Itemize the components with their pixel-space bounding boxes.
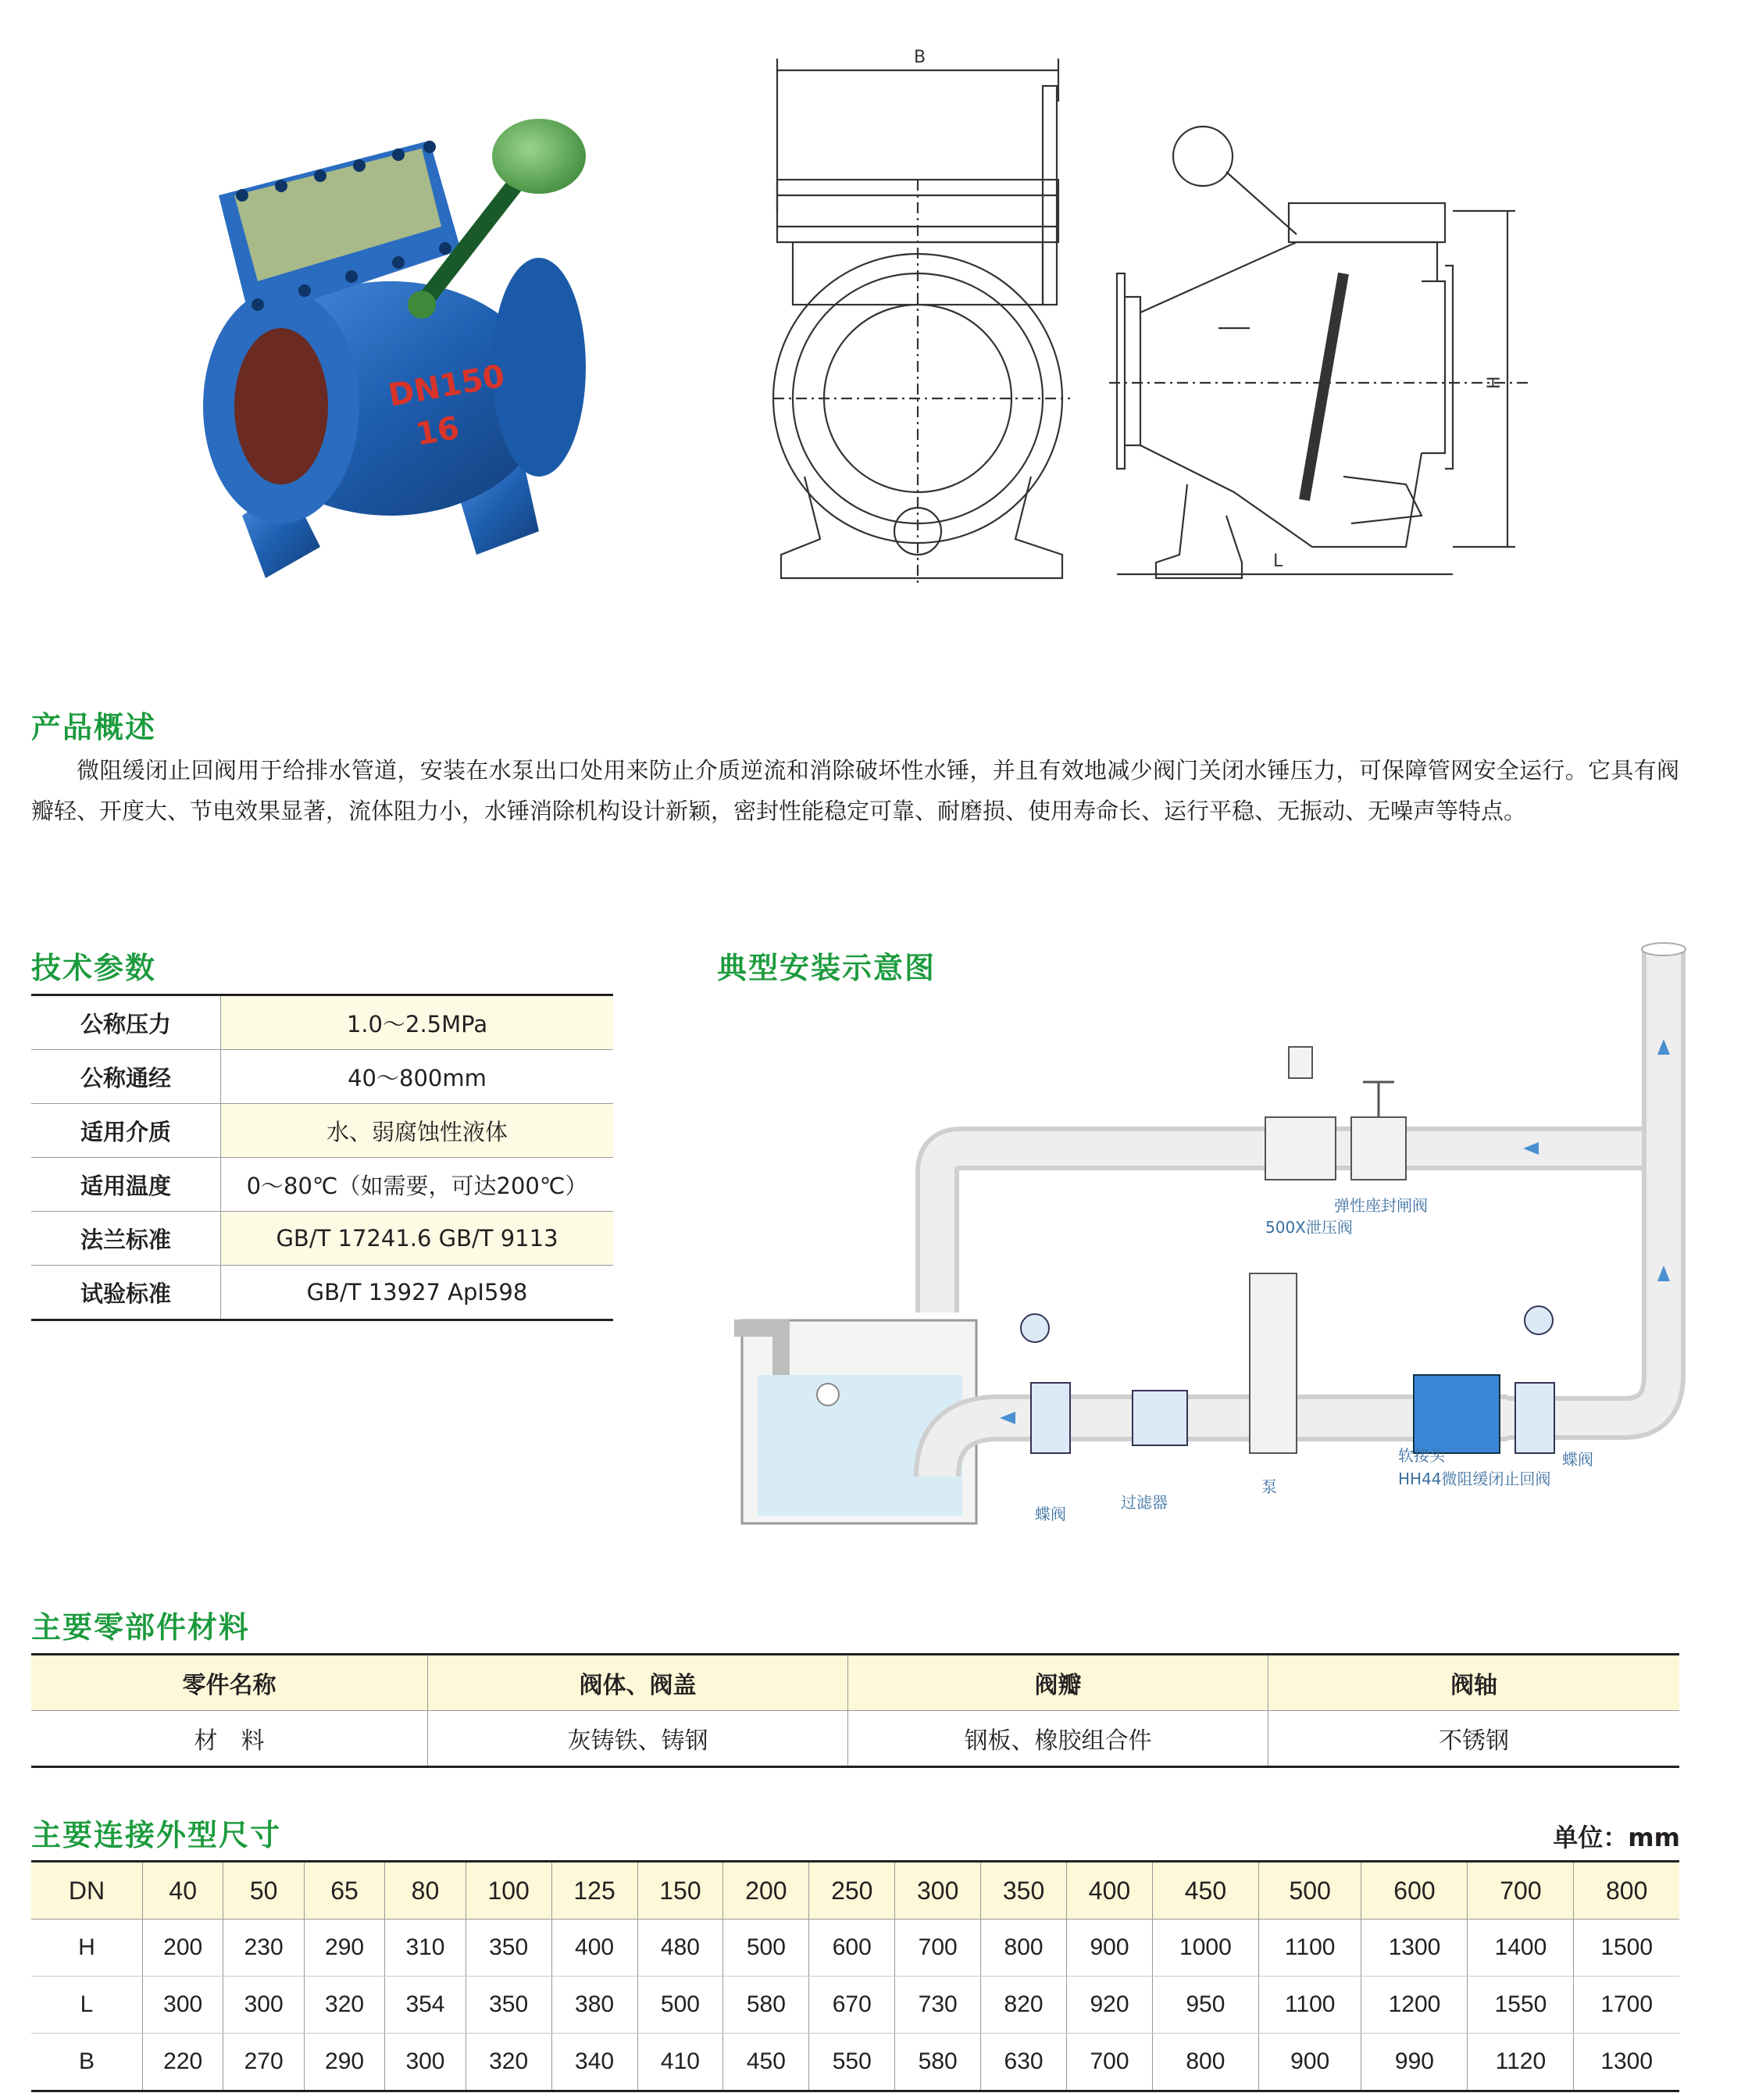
spec-value: 1.0～2.5MPa xyxy=(221,995,614,1050)
table-cell: 920 xyxy=(1067,1977,1153,2034)
overview-title: 产品概述 xyxy=(31,710,157,745)
table-cell: 700 xyxy=(1067,2034,1153,2091)
label-pump: 泵 xyxy=(1261,1477,1277,1496)
header-cell: 40 xyxy=(143,1862,223,1920)
table-cell: 270 xyxy=(223,2034,304,2091)
table-cell: 600 xyxy=(809,1920,895,1977)
table-cell: 480 xyxy=(637,1920,723,1977)
table-cell: 800 xyxy=(981,1920,1067,1977)
table-cell: 1000 xyxy=(1152,1920,1258,1977)
table-header-row xyxy=(31,1862,1679,1920)
table-row xyxy=(31,1212,613,1266)
table-cell: 320 xyxy=(304,1977,384,2034)
table-row xyxy=(31,1977,1679,2034)
table-cell: 500 xyxy=(723,1920,809,1977)
spec-value: 水、弱腐蚀性液体 xyxy=(221,1104,614,1158)
header-cell: 400 xyxy=(1067,1862,1153,1920)
header-cell: 零件名称 xyxy=(31,1655,428,1711)
dimensions-title: 主要连接外型尺寸 xyxy=(31,1818,282,1852)
header-cell: 150 xyxy=(637,1862,723,1920)
table-cell: 350 xyxy=(466,1977,551,2034)
table-cell: 730 xyxy=(895,1977,981,2034)
spec-label: 试验标准 xyxy=(31,1266,221,1320)
label-butterfly-left: 蝶阀 xyxy=(1035,1505,1066,1523)
dim-l-label: L xyxy=(1273,552,1283,571)
table-cell: 380 xyxy=(551,1977,637,2034)
table-row xyxy=(31,2034,1679,2091)
table-cell: 340 xyxy=(551,2034,637,2091)
spec-label: 公称压力 xyxy=(31,995,221,1050)
header-cell: 300 xyxy=(895,1862,981,1920)
table-cell: 1100 xyxy=(1258,1977,1361,2034)
table-cell: 700 xyxy=(895,1920,981,1977)
table-cell: 310 xyxy=(385,1920,466,1977)
table-cell: 350 xyxy=(466,1920,551,1977)
front-view-drawing xyxy=(765,39,1078,594)
table-cell: 500 xyxy=(637,1977,723,2034)
table-cell: 230 xyxy=(223,1920,304,1977)
marking-dn: DN150 xyxy=(385,358,508,414)
table-cell: 钢板、橡胶组合件 xyxy=(848,1711,1268,1767)
table-cell: H xyxy=(31,1920,143,1977)
table-row xyxy=(31,995,613,1050)
header-cell: 250 xyxy=(809,1862,895,1920)
header-cell: 350 xyxy=(981,1862,1067,1920)
table-cell: 1550 xyxy=(1468,1977,1574,2034)
table-cell: 400 xyxy=(551,1920,637,1977)
table-cell: 1200 xyxy=(1361,1977,1468,2034)
installation-diagram xyxy=(726,938,1695,1547)
install-title: 典型安装示意图 xyxy=(717,951,937,985)
table-cell: 990 xyxy=(1361,2034,1468,2091)
dim-b-label: B xyxy=(914,48,926,67)
spec-label: 公称通经 xyxy=(31,1050,221,1104)
table-cell: 630 xyxy=(981,2034,1067,2091)
table-cell: 800 xyxy=(1152,2034,1258,2091)
table-cell: 1500 xyxy=(1574,1920,1679,1977)
spec-value: GB/T 17241.6 GB/T 9113 xyxy=(221,1212,614,1266)
overview-paragraph xyxy=(31,750,1679,831)
header-cell: 200 xyxy=(723,1862,809,1920)
header-cell: 阀体、阀盖 xyxy=(428,1655,848,1711)
spec-label: 适用介质 xyxy=(31,1104,221,1158)
table-cell: 950 xyxy=(1152,1977,1258,2034)
spec-value: GB/T 13927 ApI598 xyxy=(221,1266,614,1320)
table-cell: 410 xyxy=(637,2034,723,2091)
table-cell: 580 xyxy=(895,2034,981,2091)
table-cell: 300 xyxy=(143,1977,223,2034)
table-cell: 300 xyxy=(223,1977,304,2034)
header-cell: 阀瓣 xyxy=(848,1655,1268,1711)
table-cell: 300 xyxy=(385,2034,466,2091)
table-cell: 580 xyxy=(723,1977,809,2034)
table-cell: 550 xyxy=(809,2034,895,2091)
product-photo xyxy=(195,109,601,594)
table-cell: 670 xyxy=(809,1977,895,2034)
overview-text: 微阻缓闭止回阀用于给排水管道，安装在水泵出口处用来防止介质逆流和消除破坏性水锤，并且有效地减少阀门关闭水锤压力，可保障管网安全运行。它具有阀瓣轻、开度大、节电效果显著，流体阻力小，水锤消除机构设计新颖，密封性能稳定可靠、耐磨损、使用寿命长、运行平稳、无振动、无噪声等特点。 xyxy=(31,757,1679,824)
table-cell: 220 xyxy=(143,2034,223,2091)
label-soft-joint: 软接头 xyxy=(1398,1446,1445,1465)
table-row xyxy=(31,1266,613,1320)
table-cell: 1300 xyxy=(1574,2034,1679,2091)
header-cell: 100 xyxy=(466,1862,551,1920)
table-row xyxy=(31,1920,1679,1977)
spec-label: 法兰标准 xyxy=(31,1212,221,1266)
spec-value: 0～80℃（如需要，可达200℃） xyxy=(221,1158,614,1212)
table-header-row xyxy=(31,1655,1679,1711)
header-cell: 80 xyxy=(385,1862,466,1920)
dimensions-table xyxy=(31,1860,1679,2092)
table-cell: 材 料 xyxy=(31,1711,428,1767)
tech-title: 技术参数 xyxy=(31,951,157,985)
table-cell: 200 xyxy=(143,1920,223,1977)
table-row xyxy=(31,1050,613,1104)
table-cell: 290 xyxy=(304,1920,384,1977)
label-filter: 过滤器 xyxy=(1121,1493,1168,1512)
table-cell: 900 xyxy=(1258,2034,1361,2091)
materials-table xyxy=(31,1653,1679,1768)
label-gate-valve: 弹性座封闸阀 xyxy=(1334,1196,1428,1215)
table-cell: 354 xyxy=(385,1977,466,2034)
header-cell: 125 xyxy=(551,1862,637,1920)
table-cell: 1400 xyxy=(1468,1920,1574,1977)
table-row xyxy=(31,1711,1679,1767)
table-cell: 450 xyxy=(723,2034,809,2091)
spec-label: 适用温度 xyxy=(31,1158,221,1212)
table-row xyxy=(31,1158,613,1212)
table-row xyxy=(31,1104,613,1158)
table-cell: 320 xyxy=(466,2034,551,2091)
header-cell: 800 xyxy=(1574,1862,1679,1920)
marking-pn: 16 xyxy=(412,409,462,453)
table-cell: 290 xyxy=(304,2034,384,2091)
header-cell: 500 xyxy=(1258,1862,1361,1920)
header-cell: DN xyxy=(31,1862,143,1920)
table-cell: B xyxy=(31,2034,143,2091)
header-cell: 阀轴 xyxy=(1268,1655,1680,1711)
dim-h-label: H xyxy=(1485,376,1504,389)
label-relief-valve: 500X泄压阀 xyxy=(1265,1218,1353,1237)
table-cell: 1300 xyxy=(1361,1920,1468,1977)
header-cell: 65 xyxy=(304,1862,384,1920)
table-cell: 不锈钢 xyxy=(1268,1711,1680,1767)
table-cell: 1120 xyxy=(1468,2034,1574,2091)
header-cell: 450 xyxy=(1152,1862,1258,1920)
table-cell: 1100 xyxy=(1258,1920,1361,1977)
table-cell: L xyxy=(31,1977,143,2034)
header-cell: 50 xyxy=(223,1862,304,1920)
table-cell: 820 xyxy=(981,1977,1067,2034)
tech-spec-table xyxy=(31,994,613,1321)
table-cell: 900 xyxy=(1067,1920,1153,1977)
spec-value: 40～800mm xyxy=(221,1050,614,1104)
header-cell: 700 xyxy=(1468,1862,1574,1920)
table-cell: 1700 xyxy=(1574,1977,1679,2034)
table-cell: 灰铸铁、铸钢 xyxy=(428,1711,848,1767)
label-butterfly-right: 蝶阀 xyxy=(1562,1450,1593,1469)
unit-label: 单位：mm xyxy=(1553,1823,1680,1852)
header-cell: 600 xyxy=(1361,1862,1468,1920)
materials-title: 主要零部件材料 xyxy=(31,1610,251,1645)
side-view-drawing xyxy=(1109,125,1547,594)
label-check-valve: HH44微阻缓闭止回阀 xyxy=(1398,1470,1551,1488)
